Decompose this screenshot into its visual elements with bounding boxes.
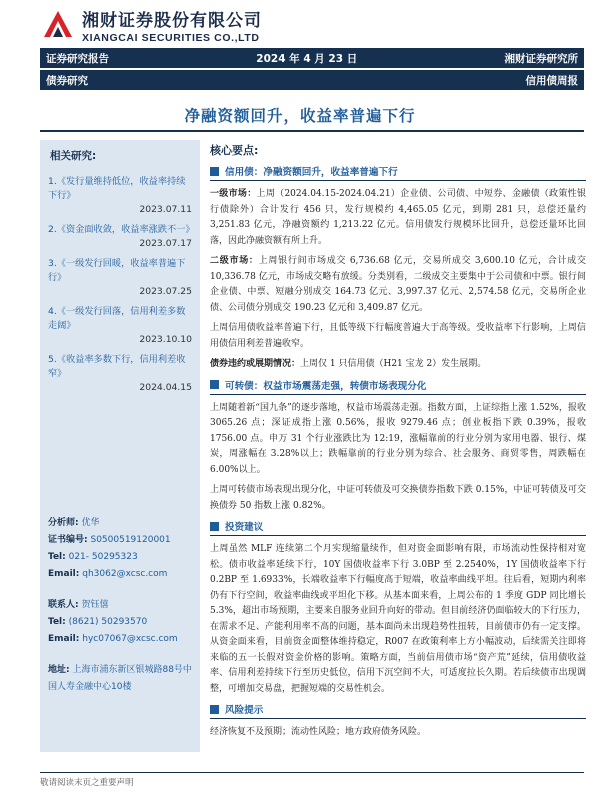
related-report-date: 2023.07.17 — [139, 238, 192, 249]
section-title: 风险提示 — [225, 705, 264, 716]
related-research-heading: 相关研究: — [50, 150, 97, 162]
section-header-convertible — [210, 378, 586, 395]
section-header-advice — [210, 519, 586, 536]
paragraph: 上周可转债市场表现出现分化，中证可转债及可交换债券指数下跌 0.15%，中证可转债及可交换债券 50 指数上涨 0.82%。 — [210, 485, 586, 511]
report-subcategory: 信用债周报 — [525, 74, 578, 87]
related-report-item[interactable] — [48, 223, 195, 251]
core-content — [210, 142, 586, 746]
contact-email[interactable]: hyc07067@xcsc.com — [82, 634, 178, 644]
section-bullet-icon — [210, 705, 219, 714]
report-title: 净融资额回升，收益率普遍下行 — [184, 107, 416, 125]
title-divider — [40, 130, 584, 132]
section-title: 可转债：权益市场震荡走强，转债市场表现分化 — [225, 380, 427, 392]
related-report-date: 2023.10.10 — [139, 334, 192, 345]
related-report-item[interactable] — [48, 257, 192, 299]
tel-label: Tel: — [48, 552, 66, 562]
core-points-heading: 核心要点: — [210, 144, 259, 157]
related-report-date: 2023.07.11 — [139, 204, 192, 215]
section-bullet-icon — [210, 167, 219, 176]
company-logo — [40, 6, 262, 44]
section-header-risk — [210, 702, 586, 719]
brand-name-cn: 湘财证券股份有限公司 — [82, 11, 262, 31]
header-band-top — [40, 48, 584, 68]
analyst-name: 优华 — [81, 518, 100, 528]
related-report-title[interactable]: 4.《一级发行回落，信用利差多数走阔》 — [48, 306, 186, 331]
contact-name: 贺钰僖 — [81, 600, 109, 610]
section-title: 投资建议 — [225, 522, 264, 533]
analyst-email[interactable]: qh3062@xcsc.com — [82, 569, 168, 579]
section-header-credit — [210, 164, 586, 181]
contact-email-label: Email: — [48, 634, 80, 644]
related-report-date: 2024.04.15 — [139, 382, 192, 393]
cert-number: S0500519120001 — [90, 535, 171, 545]
paragraph: 上周虽然 MLF 连续第二个月实现缩量续作，但对资金面影响有限，市场流动性保持相对宽松。债市收益率延续下行，10Y 国债收益率下行 3.0BP 至 2.2540%，1Y 国债收益率下行 0.2BP 至 1.6933%，长端收益率下行幅度高于短端，收益率曲线平坦。往后看，短期内利率仍有下行空间，收益率曲线或平坦化下移。从基本面来看，上周公布的 1 季度 GDP 同比增长 5.3%，超出市场预期，主要来自服务业回升向好的带动。但目前经济仍面临较大的下行压力，在需求不足、产能利用率不高的问题，基本面尚未出现趋势性扭转，目前债市仍有一定支撑。从资金面来看，目前资金面整体维持稳定，R007 在政策利率上方小幅波动，后续需关注即将来临的五一长假对资金价格的影响。策略方面，当前信用债市场“资产荒”延续，信用债收益率、信用利差持续下行至历史低位，信用下沉空间不大，可适度拉长久期。若后续债市出现调整，可增加交易盘，把握短端的交易性机会。 — [210, 544, 586, 694]
analyst-contacts — [48, 515, 198, 696]
address-value: 上海市浦东新区银城路88号中国人寿金融中心10楼 — [48, 665, 192, 692]
paragraph: 一级市场：上周（2024.04.15-2024.04.21）企业债、公司债、中短券、金融债（政策性银行债除外）合计发行 456 只，发行规模约 4,465.05 亿元，到期 281 只，总偿还量约 3,251.83 亿元，净融资额约 1,213.22 亿元。信用债发行规模环比回升，总偿还量环比回落，因此净融资额有所上升。 — [210, 189, 586, 246]
paragraph: 二级市场：上周银行间市场成交 6,736.68 亿元，交易所成交 3,600.10 亿元，合计成交 10,336.78 亿元，市场成交略有放缓。分类别看，二级成交主要集中于公司债和中票。银行间企业债、中票、短融分别成交 164.73 亿元、3,997.37 亿元、2,574.58 亿元，交易所企业债、公司债分别成交 190.23 亿元和 3,409.87 亿元。 — [210, 256, 586, 313]
paragraph: 上周随着新“国九条”的逐步落地，权益市场震荡走强。指数方面，上证综指上涨 1.52%，报收 3065.26 点；深证成指上涨 0.56%，报收 9279.46 点；创业板指下跌 0.39%，报收 1756.00 点。申万 31 个行业涨跌比为 12:19，涨幅靠前的行业分别为家用电器、银行、煤炭，周涨幅在 3.28%以上；跌幅靠前的行业分别为综合、社会服务、商贸零售，周跌幅在 6.00%以上。 — [210, 402, 586, 475]
related-report-title[interactable]: 1.《发行量维持低位，收益率持续下行》 — [48, 176, 186, 201]
report-date: 2024 年 4 月 23 日 — [256, 52, 358, 65]
address-label: 地址: — [48, 665, 70, 675]
related-report-title[interactable]: 2.《资金面收敛，收益率涨跌不一》 — [48, 224, 195, 235]
related-report-date: 2023.07.25 — [139, 286, 192, 297]
related-report-item[interactable] — [48, 175, 192, 217]
email-label: Email: — [48, 569, 80, 579]
contact-tel-label: Tel: — [48, 617, 66, 627]
related-report-title[interactable]: 5.《收益率多数下行，信用利差收窄》 — [48, 354, 186, 379]
analyst-label: 分析师: — [48, 518, 79, 528]
section-bullet-icon — [210, 380, 219, 389]
paragraph: 经济恢复不及预期；流动性风险；地方政府债务风险。 — [210, 727, 427, 737]
contact-tel: (8621) 50293570 — [68, 617, 148, 627]
institute-name: 湘财证券研究所 — [504, 52, 578, 65]
report-type: 证券研究报告 — [46, 52, 109, 65]
related-report-item[interactable] — [48, 353, 192, 395]
brand-name-en: XIANGCAI SECURITIES CO.,LTD — [82, 32, 260, 44]
section-title: 信用债：净融资额回升，收益率普遍下行 — [225, 167, 398, 178]
paragraph: 债券违约或展期情况：上周仅 1 只信用债（H21 宝龙 2）发生展期。 — [210, 359, 487, 369]
header-band-bottom — [40, 70, 584, 90]
section-bullet-icon — [210, 522, 219, 531]
logo-mark-icon — [40, 7, 76, 43]
related-report-item[interactable] — [48, 305, 192, 347]
contact-label: 联系人: — [48, 600, 79, 610]
report-category: 债券研究 — [46, 74, 88, 87]
related-report-title[interactable]: 3.《一级发行回暖，收益率普遍下行》 — [48, 258, 186, 283]
cert-label: 证书编号: — [48, 535, 88, 545]
footer-disclaimer: 敬请阅读末页之重要声明 — [40, 772, 584, 788]
analyst-tel: 021- 50295323 — [68, 552, 138, 562]
paragraph: 上周信用债收益率普遍下行，且低等级下行幅度普遍大于高等级。受收益率下行影响，上周信用债信用利差普遍收窄。 — [210, 323, 586, 349]
